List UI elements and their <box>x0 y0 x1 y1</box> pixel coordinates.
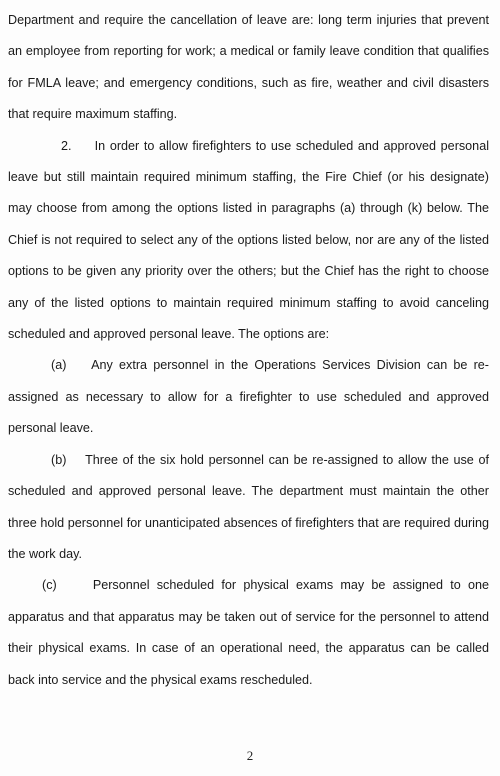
option-a-paragraph: (a) Any extra personnel in the Operations Services Division can be re-assigned as necessary to allow for a firefighter to use scheduled and approved personal leave. <box>8 358 489 436</box>
page-number: 2 <box>246 748 254 763</box>
body-text <box>8 5 489 696</box>
paragraph-2-minimum-staffing: 2. In order to allow firefighters to use scheduled and approved personal leave but still maintain required minimum staffing, the Fire Chief (or his designate) may choose from among the options listed in paragraphs (a) through (k) below. The Chief is not required to select any of the options listed below, nor are any of the listed options to be given any priority over the others; but the Chief has the right to choose any of the listed options to maintain required minimum staffing to avoid canceling scheduled and approved personal leave. The options are: <box>8 138 489 342</box>
option-c-paragraph: (c) Personnel scheduled for physical exams may be assigned to one apparatus and that apparatus may be taken out of service for the personnel to attend their physical exams. In case of an operational need, the apparatus can be called back into service and the physical exams rescheduled. <box>8 578 489 687</box>
option-b-paragraph: (b) Three of the six hold personnel can be re-assigned to allow the use of scheduled and approved personal leave. The department must maintain the other three hold personnel for unanticipated absences of firefighters that are required during the work day. <box>8 452 489 561</box>
paragraph-leave-conditions: Department and require the cancellation of leave are: long term injuries that prevent an employee from reporting for work; a medical or family leave condition that qualifies for FMLA leave; and emergency conditions, such as fire, weather and civil disasters that require maximum staffing. <box>8 13 489 122</box>
